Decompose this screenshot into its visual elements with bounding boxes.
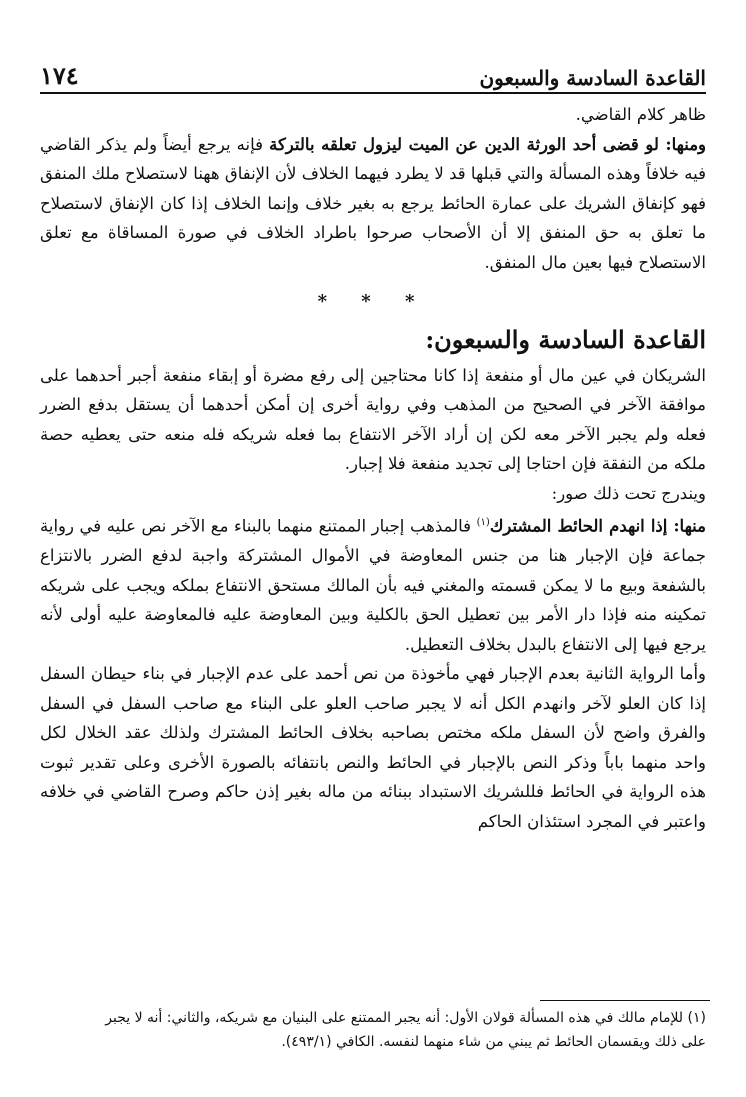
paragraph-text: فالمذهب إجبار الممتنع منهما بالبناء مع الآخر نص عليه في رواية جماعة فإن الإجبار هنا من جنس المعاوضة في الأموال المشتركة واجبة لدفع الضرر بالانتزاع بالشفعة وبيع ما لا يمكن قسمته والمغني فيه بأن المالك مستحق الانتفاع بملكه ويجب على شريكه تمكينه منه فإذا دار الأمر بين تعطيل الحق بالكلية وبين المعاوضة عليه فالمعاوضة عليه أولى لأنه يرجع فيها إلى الانتفاع بالبدل بخلاف التعطيل. <box>40 516 706 654</box>
paragraph-text: فإنه يرجع أيضاً ولم يذكر القاضي فيه خلافاً وهذه المسألة والتي قبلها قد لا يطرد فيهما الخلاف لأن الإنفاق ههنا لاستصلاح ملك المنفق فهو كإنفاق الشريك على عمارة الحائط يرجع به بغير خلاف وإنما الخلاف إذا كان الإنفاق لاستصلاح ما تعلق به حق المنفق إلا أن الأصحاب صرحوا باطراد الخلاف في صورة المساقاة مع تعلق الاستصلاح فيها بعين مال المنفق. <box>40 134 706 272</box>
running-title: القاعدة السادسة والسبعون <box>479 66 706 90</box>
paragraph <box>40 479 706 509</box>
paragraph-text: الشريكان في عين مال أو منفعة إذا كانا محتاجين إلى رفع مضرة أو إبقاء منفعة أجبر أحدهما على موافقة الآخر في الصحيح من المذهب وفي رواية أخرى إن أمكن أحدهما أن يستقل بدفع الضرر فعله ولم يجبر الآخر معه لكن إن أراد الآخر الانتفاع بما فعله شريكه فله منعه حتى يعطيه حصة ملكه من النفقة فإن احتاجا إلى تجديد منفعة فلا إجبار. <box>40 365 706 473</box>
footnote-marker: (١) <box>476 517 490 528</box>
paragraph <box>40 100 706 130</box>
paragraph <box>40 659 706 836</box>
paragraph <box>40 130 706 278</box>
page-header <box>40 52 706 94</box>
bold-lead-phrase: ومنها: لو قضى أحد الورثة الدين عن الميت ليزول تعلقه بالتركة <box>269 134 707 154</box>
paragraph <box>40 361 706 479</box>
footnote-line: على ذلك ويقسمان الحائط ثم يبني من شاء منهما لنفسه. الكافي (٤٩٣/١). <box>281 1034 706 1050</box>
paragraph-text: ويندرج تحت ذلك صور: <box>551 483 706 503</box>
section-heading: القاعدة السادسة والسبعون: <box>425 324 706 354</box>
page-number: ١٧٤ <box>40 61 79 90</box>
footnote-line: (١) للإمام مالك في هذه المسألة قولان الأول: أنه يجبر الممتنع على البنيان مع شريكه، والثاني: أنه لا يجبر <box>105 1010 706 1026</box>
footnote-divider <box>540 1000 710 1001</box>
paragraph-text: ظاهر كلام القاضي. <box>575 105 706 124</box>
footnotes <box>40 1006 706 1054</box>
paragraph <box>40 508 706 659</box>
section-separator: * * * <box>317 291 429 312</box>
bold-lead-phrase: منها: إذا انهدم الحائط المشترك <box>489 516 707 536</box>
paragraph-text: وأما الرواية الثانية بعدم الإجبار فهي مأخوذة من نص أحمد على عدم الإجبار في بناء حيطان السفل إذا كان العلو لآخر وانهدم الكل أنه لا يجبر صاحب العلو على البناء مع صاحب السفل في السفل والفرق واضح لأن السفل ملكه مختص بصاحبه بخلاف الحائط المشترك ولذلك عقد الخلال لكل واحد منهما باباً وذكر النص بالإجبار في الحائط والنص بانتفائه بالصورة الأخرى وعلى تقدير ثبوت هذه الرواية في الحائط فللشريك الاستبداد ببنائه من ماله بغير إذن حاكم وصرح القاضي في خلافه واعتبر في المجرد استئذان الحاكم <box>40 664 706 831</box>
body-text <box>40 100 706 836</box>
